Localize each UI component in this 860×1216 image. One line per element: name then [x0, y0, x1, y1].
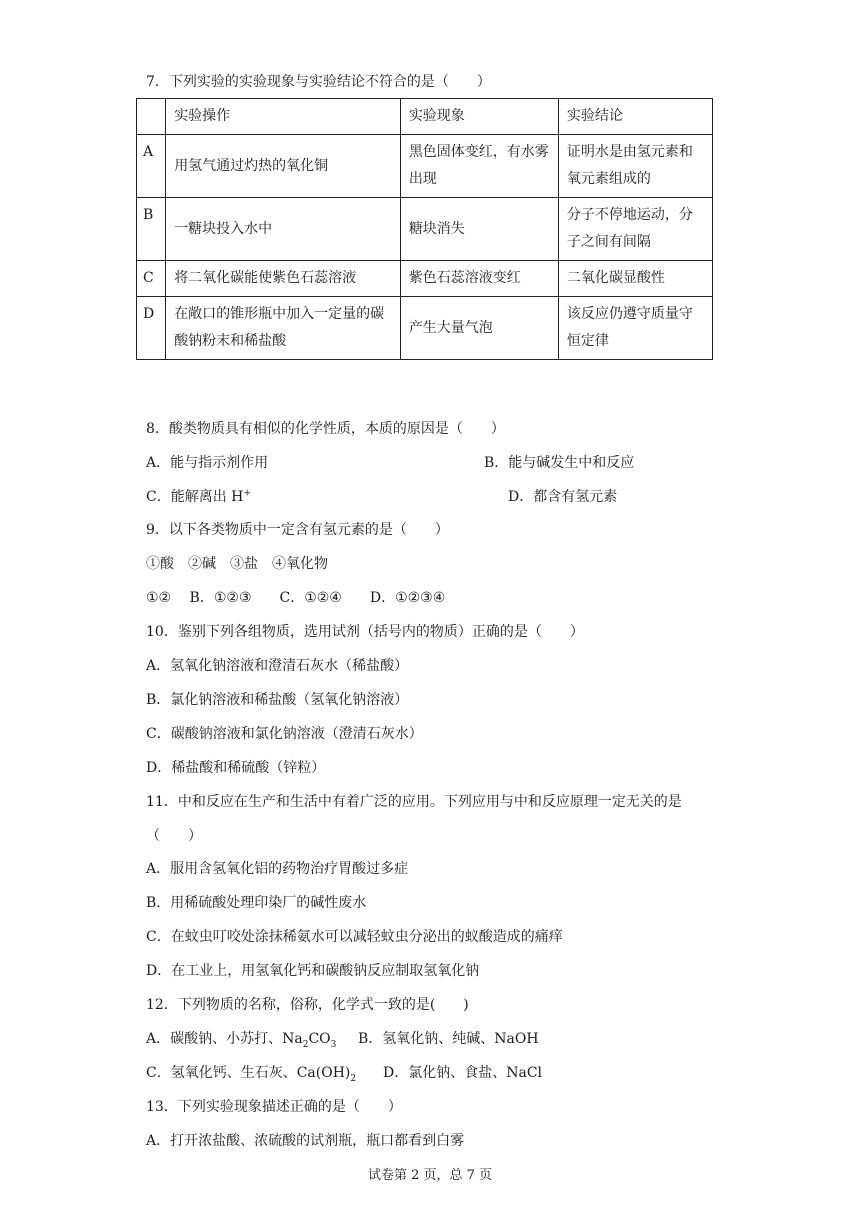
q10-option-c: C．碳酸钠溶液和氯化钠溶液（澄清石灰水）	[146, 726, 423, 742]
q11-option-a: A．服用含氢氧化铝的药物治疗胃酸过多症	[146, 861, 409, 877]
q12-option-c	[146, 1063, 356, 1083]
table-row	[137, 297, 713, 360]
table-header-cell: 实验结论	[558, 99, 712, 135]
operation-cell: 一糖块投入水中	[166, 198, 401, 261]
q13-option-a: A．打开浓盐酸、浓硫酸的试剂瓶，瓶口都看到白雾	[146, 1133, 465, 1149]
q10-option-a: A．氢氧化钠溶液和澄清石灰水（稀盐酸）	[146, 658, 409, 674]
q7-stem: 7．下列实验的实验现象与实验结论不符合的是（ ）	[146, 74, 491, 90]
table-header-cell: 实验操作	[166, 99, 401, 135]
q12-option-a-text: A．碳酸钠、小苏打、Na	[146, 1031, 303, 1047]
subscript: 2	[302, 1039, 309, 1050]
page-footer: 试卷第 2 页，总 7 页	[367, 1168, 493, 1183]
q12-option-a-text2: CO	[308, 1031, 331, 1047]
q10-stem: 10．鉴别下列各组物质，选用试剂（括号内的物质）正确的是（ ）	[146, 624, 584, 640]
q9-choices: ①② B．①②③ C．①②④ D．①②③④	[146, 590, 446, 606]
superscript: +	[243, 488, 251, 499]
q12-option-b: B．氢氧化钠、纯碱、NaOH	[358, 1031, 539, 1047]
row-label: A	[137, 135, 166, 198]
table-header-cell: 实验现象	[400, 99, 558, 135]
table-row	[137, 261, 713, 297]
row-label: C	[137, 261, 166, 297]
subscript: 3	[330, 1039, 337, 1050]
operation-cell: 将二氧化碳能使紫色石蕊溶液	[166, 261, 401, 297]
table-row	[137, 135, 713, 198]
q8-option-d: D．都含有氢元素	[508, 489, 618, 505]
table-header-row	[137, 99, 713, 135]
q12-option-a	[146, 1029, 336, 1049]
q10-option-b: B．氯化钠溶液和稀盐酸（氢氧化钠溶液）	[146, 692, 409, 708]
q8-option-b: B．能与碱发生中和反应	[484, 455, 635, 471]
q12-option-c-text: C．氢氧化钙、生石灰、Ca(OH)	[146, 1065, 351, 1081]
q8-option-a: A．能与指示剂作用	[146, 455, 269, 471]
q11-option-b: B．用稀硫酸处理印染厂的碱性废水	[146, 895, 367, 911]
table-header-cell	[137, 99, 166, 135]
table-row	[137, 198, 713, 261]
phenomenon-cell: 紫色石蕊溶液变红	[400, 261, 558, 297]
q12-stem: 12．下列物质的名称，俗称，化学式一致的是( )	[146, 997, 469, 1013]
q11-option-d: D．在工业上，用氢氧化钙和碳酸钠反应制取氢氧化钠	[146, 963, 480, 979]
q9-stem: 9．以下各类物质中一定含有氢元素的是（ ）	[146, 522, 449, 538]
q7-table	[136, 98, 713, 360]
operation-cell: 用氢气通过灼热的氧化铜	[166, 135, 401, 198]
row-label: D	[137, 297, 166, 360]
q9-items: ①酸 ②碱 ③盐 ④氧化物	[146, 556, 328, 572]
subscript: 2	[350, 1073, 357, 1084]
q13-stem: 13．下列实验现象描述正确的是（ ）	[146, 1099, 402, 1115]
phenomenon-cell: 产生大量气泡	[400, 297, 558, 360]
q12-option-d: D．氯化钠、食盐、NaCl	[383, 1065, 543, 1081]
q11-stem-bracket: （ ）	[146, 828, 202, 844]
conclusion-cell: 证明水是由氢元素和氧元素组成的	[558, 135, 712, 198]
q8-option-c-text: C．能解离出 H	[146, 489, 244, 505]
q11-stem: 11．中和反应在生产和生活中有着广泛的应用。下列应用与中和反应原理一定无关的是	[146, 794, 682, 810]
q11-option-c: C．在蚊虫叮咬处涂抹稀氨水可以减轻蚊虫分泌出的蚁酸造成的痛痒	[146, 929, 563, 945]
operation-cell: 在敞口的锥形瓶中加入一定量的碳酸钠粉末和稀盐酸	[166, 297, 401, 360]
q10-option-d: D．稀盐酸和稀硫酸（锌粒）	[146, 760, 326, 776]
row-label: B	[137, 198, 166, 261]
q8-option-c	[146, 487, 251, 507]
q8-stem: 8．酸类物质具有相似的化学性质，本质的原因是（ ）	[146, 421, 505, 437]
conclusion-cell: 该反应仍遵守质量守恒定律	[558, 297, 712, 360]
phenomenon-cell: 糖块消失	[400, 198, 558, 261]
conclusion-cell: 分子不停地运动，分子之间有间隔	[558, 198, 712, 261]
conclusion-cell: 二氧化碳显酸性	[558, 261, 712, 297]
phenomenon-cell: 黑色固体变红，有水雾出现	[400, 135, 558, 198]
